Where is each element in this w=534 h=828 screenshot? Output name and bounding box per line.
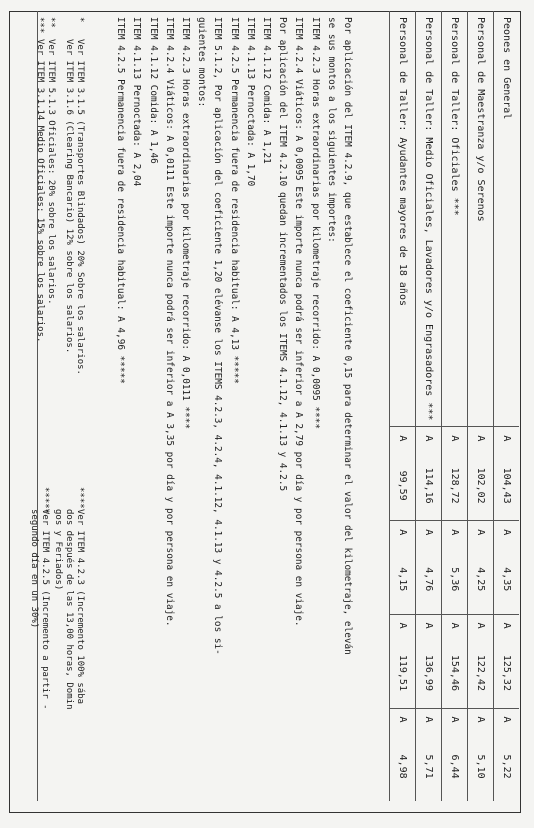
row-value: 5,71 — [416, 732, 442, 801]
currency-symbol: A — [442, 427, 468, 451]
footnote-text: Ver ITEM 3.1.14 Medio Oficiales: 15% sobre los salarios. — [35, 39, 45, 343]
footnote-text: segundo día en un 30%) — [29, 509, 39, 629]
note-line: ITEM 4.2.4 Viáticos: A 0,0111 Este importe nunca podrá ser inferior a A 3,35 por día y por persona en viaje. — [163, 17, 175, 627]
footnote-mark: ***** — [40, 487, 50, 515]
note-line: Por aplicación del ITEM 4.2.9, que establece el coeficiente 0,15 para determinar el valor del kilometraje, eleván — [342, 17, 353, 655]
table-row — [494, 11, 520, 801]
footnote-mark: **** — [75, 487, 85, 509]
row-value: 4,98 — [390, 732, 416, 801]
footnote-mark: * — [75, 17, 85, 23]
row-value: 128,72 — [442, 451, 468, 521]
row-value: 99,59 — [390, 451, 416, 521]
currency-symbol: A — [442, 521, 468, 545]
note-line: ITEM 4.2.5 Permanencia fuera de residencia habitual: A 4,13 ***** — [228, 17, 240, 384]
note-line: ITEM 4.1.13 Pernoctada: A 1,70 — [244, 17, 256, 187]
note-line: ITEM 4.2.3 Horas extraordinarias por kilometraje recorrido: A 0,0111 **** — [179, 17, 191, 430]
currency-symbol: A — [390, 708, 416, 732]
table-row — [416, 11, 442, 801]
table-row — [468, 11, 494, 801]
row-value: 119,51 — [390, 638, 416, 708]
rotated-page — [1, 3, 533, 823]
footnote-line — [63, 487, 74, 709]
currency-symbol: A — [468, 614, 494, 638]
note-line: ITEM 4.1.13 Pernoctada: A 2,04 — [131, 17, 143, 187]
row-value: 154,46 — [442, 638, 468, 708]
note-line: ITEM 4.2.3 Horas extraordinarias por kilometraje recorrido: A 0,0095 **** — [309, 17, 321, 430]
note-line: ITEM 4.2.5 Permanencia fuera de residencia habitual: A 4,96 ***** — [115, 17, 127, 384]
row-value: 136,99 — [416, 638, 442, 708]
row-value: 6,44 — [442, 732, 468, 801]
currency-symbol: A — [494, 427, 520, 451]
currency-symbol: A — [468, 521, 494, 545]
note-line: ITEM 4.1.12 Comida: A 1,21 — [260, 17, 272, 164]
row-value: 122,42 — [468, 638, 494, 708]
footnote-text: gos y Feriados) — [53, 509, 63, 591]
row-category: Peones en General — [494, 11, 520, 427]
footnote-text: Ver ITEM 4.2.3 (Incremento 100% sába — [75, 509, 85, 705]
footnote-line — [45, 17, 56, 375]
currency-symbol: A — [494, 708, 520, 732]
footnote-text: Ver ITEM 4.2.5 (Incremento a partir - — [40, 509, 50, 710]
currency-symbol: A — [416, 521, 442, 545]
note-line: ITEM 5.1.2, Por aplicación del coeficiente 1,20 elévanse los ITEMS 4.2.3, 4.2.4, 4.1.12, 4.1.13 y 4.2.5 a los si- — [212, 17, 224, 655]
row-value: 4,35 — [494, 545, 520, 614]
footnote-text: Ver ITEM 5.1.3 Oficiales: 20% sobre los salarios. — [46, 39, 56, 305]
note-line: ITEM 4.2.4 Viáticos: A 0,0095 Este importe nunca podrá ser inferior a A 2,79 por día y por persona en viaje. — [293, 17, 305, 627]
footnote-line — [39, 487, 50, 709]
currency-symbol: A — [468, 427, 494, 451]
row-value: 102,02 — [468, 451, 494, 521]
footnote-text: Ver ITEM 3.1.5 (Transportes Blindados) 20% Sobre los salarios. — [75, 39, 85, 375]
currency-symbol: A — [468, 708, 494, 732]
row-category: Personal de Taller: Oficiales *** — [442, 11, 468, 427]
row-value: 4,15 — [390, 545, 416, 614]
note-line: se sus montos a los siguientes importes: — [325, 17, 337, 243]
row-category: Personal de Taller: Ayudantes mayores de 18 años — [390, 11, 416, 427]
footnote-mark: *** — [35, 17, 45, 34]
currency-symbol: A — [390, 521, 416, 545]
footnote-line — [52, 487, 63, 709]
row-value: 5,10 — [468, 732, 494, 801]
row-value: 4,76 — [416, 545, 442, 614]
currency-symbol: A — [390, 427, 416, 451]
row-value: 125,32 — [494, 638, 520, 708]
row-category: Personal de Taller: Medio Oficiales, Lavadores y/o Engrasadores *** — [416, 11, 442, 427]
currency-symbol: A — [416, 427, 442, 451]
note-line: ITEM 4.1.12 Comida: A 1,46 — [147, 17, 159, 164]
footnote-mark: ** — [46, 17, 56, 28]
row-value: 4,25 — [468, 545, 494, 614]
note-line: guientes montos: — [196, 17, 208, 108]
row-value: 5,22 — [494, 732, 520, 801]
row-value: 114,16 — [416, 451, 442, 521]
currency-symbol: A — [442, 614, 468, 638]
currency-symbol: A — [416, 708, 442, 732]
footnote-text: Ver ITEM 3.1.6 (Clearing Bancario) 12% sobre los salarios. — [64, 39, 74, 354]
currency-symbol: A — [416, 614, 442, 638]
currency-symbol: A — [390, 614, 416, 638]
currency-symbol: A — [442, 708, 468, 732]
currency-symbol: A — [494, 521, 520, 545]
row-value: 104,43 — [494, 451, 520, 521]
note-line: Por aplicación del ITEM 4.2.10 quedan incrementados los ITEMS 4.1.12, 4.1.13 y 4.2.5 — [277, 17, 289, 492]
footnote-line — [74, 17, 85, 375]
footnotes-right — [28, 487, 85, 709]
row-category: Personal de Maestranza y/o Serenos — [468, 11, 494, 427]
currency-symbol: A — [494, 614, 520, 638]
footnote-text: dos después de las 13,00 horas, Domin — [64, 509, 74, 710]
table-row — [390, 11, 416, 801]
footnote-line — [28, 487, 39, 709]
notes-block — [112, 17, 355, 797]
footnotes-left — [34, 17, 85, 375]
table-row — [442, 11, 468, 801]
footnote-line — [74, 487, 85, 709]
wage-table — [389, 11, 519, 801]
footnote-line — [63, 17, 74, 375]
row-value: 5,36 — [442, 545, 468, 614]
footnote-line — [34, 17, 45, 375]
